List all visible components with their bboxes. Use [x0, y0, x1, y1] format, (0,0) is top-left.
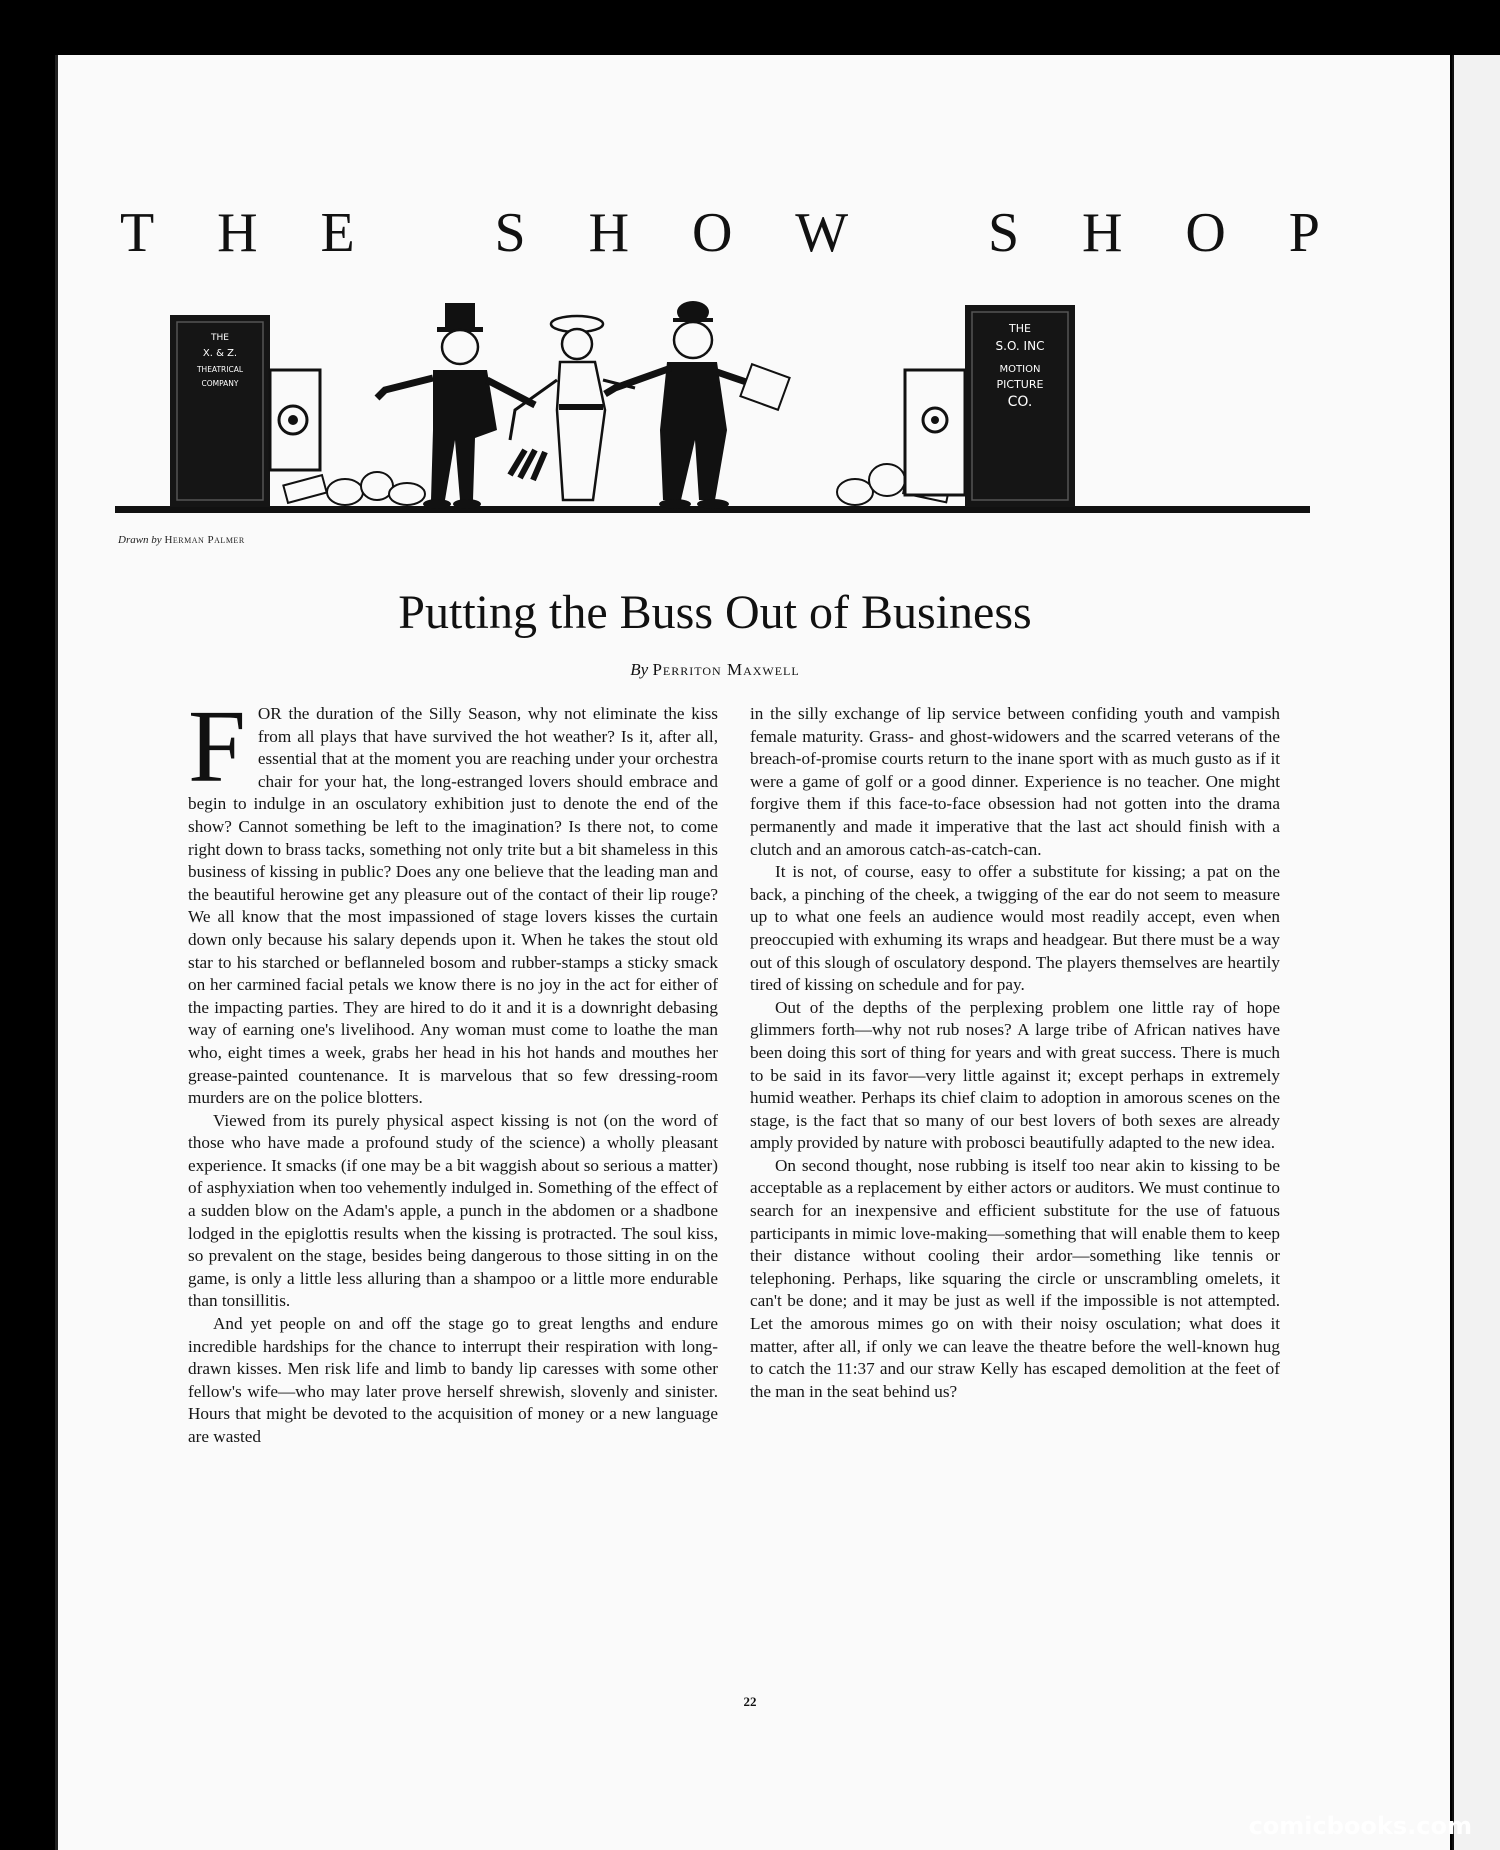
man-bowler-hat-figure: [605, 301, 790, 509]
right-box-line-2: S.O. INC: [995, 339, 1045, 353]
paragraph-4: It is not, of course, easy to offer a substitute for kissing; a pat on the back, a pinching of the cheek, a twigging of the ear do not seem to measure up to what one feels an audience would most readily accept, even when preoccupied with exhuming its wraps and headgear. But there must be a way out of this slough of osculatory despond. The players themselves are heartily tired of kissing on schedule and for pay.: [750, 862, 1280, 995]
article-column-left: [188, 689, 718, 1449]
section-title-letter: S: [494, 201, 526, 264]
left-box-line-1: THE: [211, 333, 229, 343]
credit-prefix: Drawn by: [118, 534, 162, 546]
money-bags-left: [283, 472, 425, 505]
section-title-letter: E: [320, 201, 355, 264]
section-title-letter: H: [217, 201, 258, 264]
header-illustration: [115, 300, 1310, 530]
left-box-line-4: COMPANY: [201, 379, 239, 388]
left-safe: [170, 315, 320, 507]
paragraph-6: On second thought, nose rubbing is itself too near akin to kissing to be acceptable as a replacement by either actors or auditors. We must continue to search for an inexpensive and efficient substitute for the use of fatuous participants in mimic love-making—something that will enable them to keep their distance without cooling their ardor—something like tennis or telephoning. Perhaps, like squaring the circle or unscrambling omelets, it can't be done; and it may be just as well if the impossible is not attempted. Let the amorous mimes go on with their noisy osculation; what does it matter, after all, if only we can leave the theatre before the well-known hug to catch the 11:37 and our straw Kelly has escaped demolition at the feet of the man in the seat behind us?: [750, 1155, 1280, 1401]
right-box-line-3: MOTION: [999, 364, 1041, 375]
section-title-letter: H: [1082, 201, 1123, 264]
byline-prefix: By: [630, 660, 649, 679]
section-title-letter: O: [691, 201, 733, 264]
left-box-line-3: THEATRICAL: [196, 365, 244, 374]
left-box-line-2: X. & Z.: [202, 348, 238, 359]
paragraph-1-text: OR the duration of the Silly Season, why not eliminate the kiss from all plays that have survived the hot weather? Is it, after all, essential that at the moment you are reaching under your orchestra chair for your hat, the long-estranged lovers should embrace and begin to indulge in an osculatory exhibition just to denote the end of the show? Cannot something be left to the imagination? Is there not, to come right down to brass tacks, something not only trite but a bit shameless in this business of kissing in public? Does any one believe that the leading man and the beautiful herowine get any pleasure out of the contact of their lip rouge? We all know that the most impassioned of stage lovers kisses the curtain down only because his salary depends upon it. When he takes the stout old star to his starched or beflanneled bosom and rubber-stamps a sticky smack on her carmined facial petals we know there is no joy in the act for either of the impacting parties. They are hired to do it and it is a downright debasing way of earning one's livelihood. Any woman must come to loathe the man who, eight times a week, grabs her head in his hot hands and mouthes her grease-painted countenance. It is marvelous that so few dressing-room murders are on the police blotters.: [188, 704, 718, 1108]
paragraph-3: And yet people on and off the stage go to great lengths and endure incredible hardships for the chance to interrupt their respiration with long-drawn kisses. Men risk life and limb to bandy lip caresses with some other fellow's wife—who may later prove herself shrewish, slovenly and sinister. Hours that might be devoted to the acquisition of money or a new language are wasted: [188, 1314, 718, 1446]
section-title-gap: [418, 205, 432, 261]
article-title: Putting the Buss Out of Business: [398, 586, 1032, 639]
section-title-gap: [911, 205, 925, 261]
byline: [120, 660, 1310, 680]
section-title: [120, 190, 1320, 275]
site-watermark: comicbooks.com: [1248, 1812, 1472, 1840]
right-safe: [905, 305, 1075, 507]
paragraph-3-continued: in the silly exchange of lip service between confiding youth and vampish female maturity. Grass- and ghost-widowers and the scarred veterans of the breach-of-promise courts return to the inane sport with as much gusto as if it were a game of golf or a good dinner. Experience is no teacher. One might forgive them if this face-to-face obsession had not gotten into the drama permanently and made it imperative that the last act should finish with a clutch and an amorous catch-as-catch-can.: [750, 704, 1280, 859]
credit-artist: Herman Palmer: [164, 534, 245, 546]
section-title-letter: P: [1288, 201, 1320, 264]
section-title-letter: O: [1185, 201, 1226, 264]
illustration-credit: [118, 534, 245, 546]
right-box-line-4: PICTURE: [996, 378, 1044, 391]
section-title-letter: W: [795, 201, 849, 264]
woman-figure: [510, 316, 635, 500]
section-title-letter: S: [987, 201, 1020, 264]
man-top-hat-figure: [377, 303, 535, 509]
author-name: Perriton Maxwell: [652, 660, 800, 679]
right-box-line-5: CO.: [1007, 394, 1033, 410]
right-box-line-1: THE: [1009, 322, 1031, 335]
section-title-letter: T: [120, 201, 155, 264]
facing-page-edge: [1452, 55, 1500, 1850]
section-title-letter: H: [588, 201, 630, 264]
paragraph-1: [188, 689, 718, 1110]
page-number: 22: [743, 1694, 757, 1709]
paragraph-5: Out of the depths of the perplexing problem one little ray of hope glimmers forth—why not rub noses? A large tribe of African natives have been doing this sort of thing for years and with great success. There is much to be said in its favor—very little against it; except perhaps in extremely humid weather. Perhaps its chief claim to adoption in amorous scenes on the stage, is the fact that so many of our best lovers of both sexes are already amply provided by nature with probosci beautifully adapted to the new idea.: [750, 997, 1280, 1153]
article-column-right: [750, 703, 1280, 1403]
paragraph-2: Viewed from its purely physical aspect kissing is not (on the word of those who have made a profound study of the science) a wholly pleasant experience. It smacks (if one may be a bit waggish about so serious a matter) of asphyxiation when too vehemently indulged in. Something of the effect of a sudden blow on the Adam's apple, a punch in the abdomen or a shadbone lodged in the epiglottis results when the kissing is protracted. The soul kiss, so prevalent on the stage, besides being dangerous to those sitting in on the game, is only a little less alluring than a shampoo or a little more endurable than tonsillitis.: [188, 1110, 718, 1311]
drop-cap: F: [188, 689, 246, 804]
